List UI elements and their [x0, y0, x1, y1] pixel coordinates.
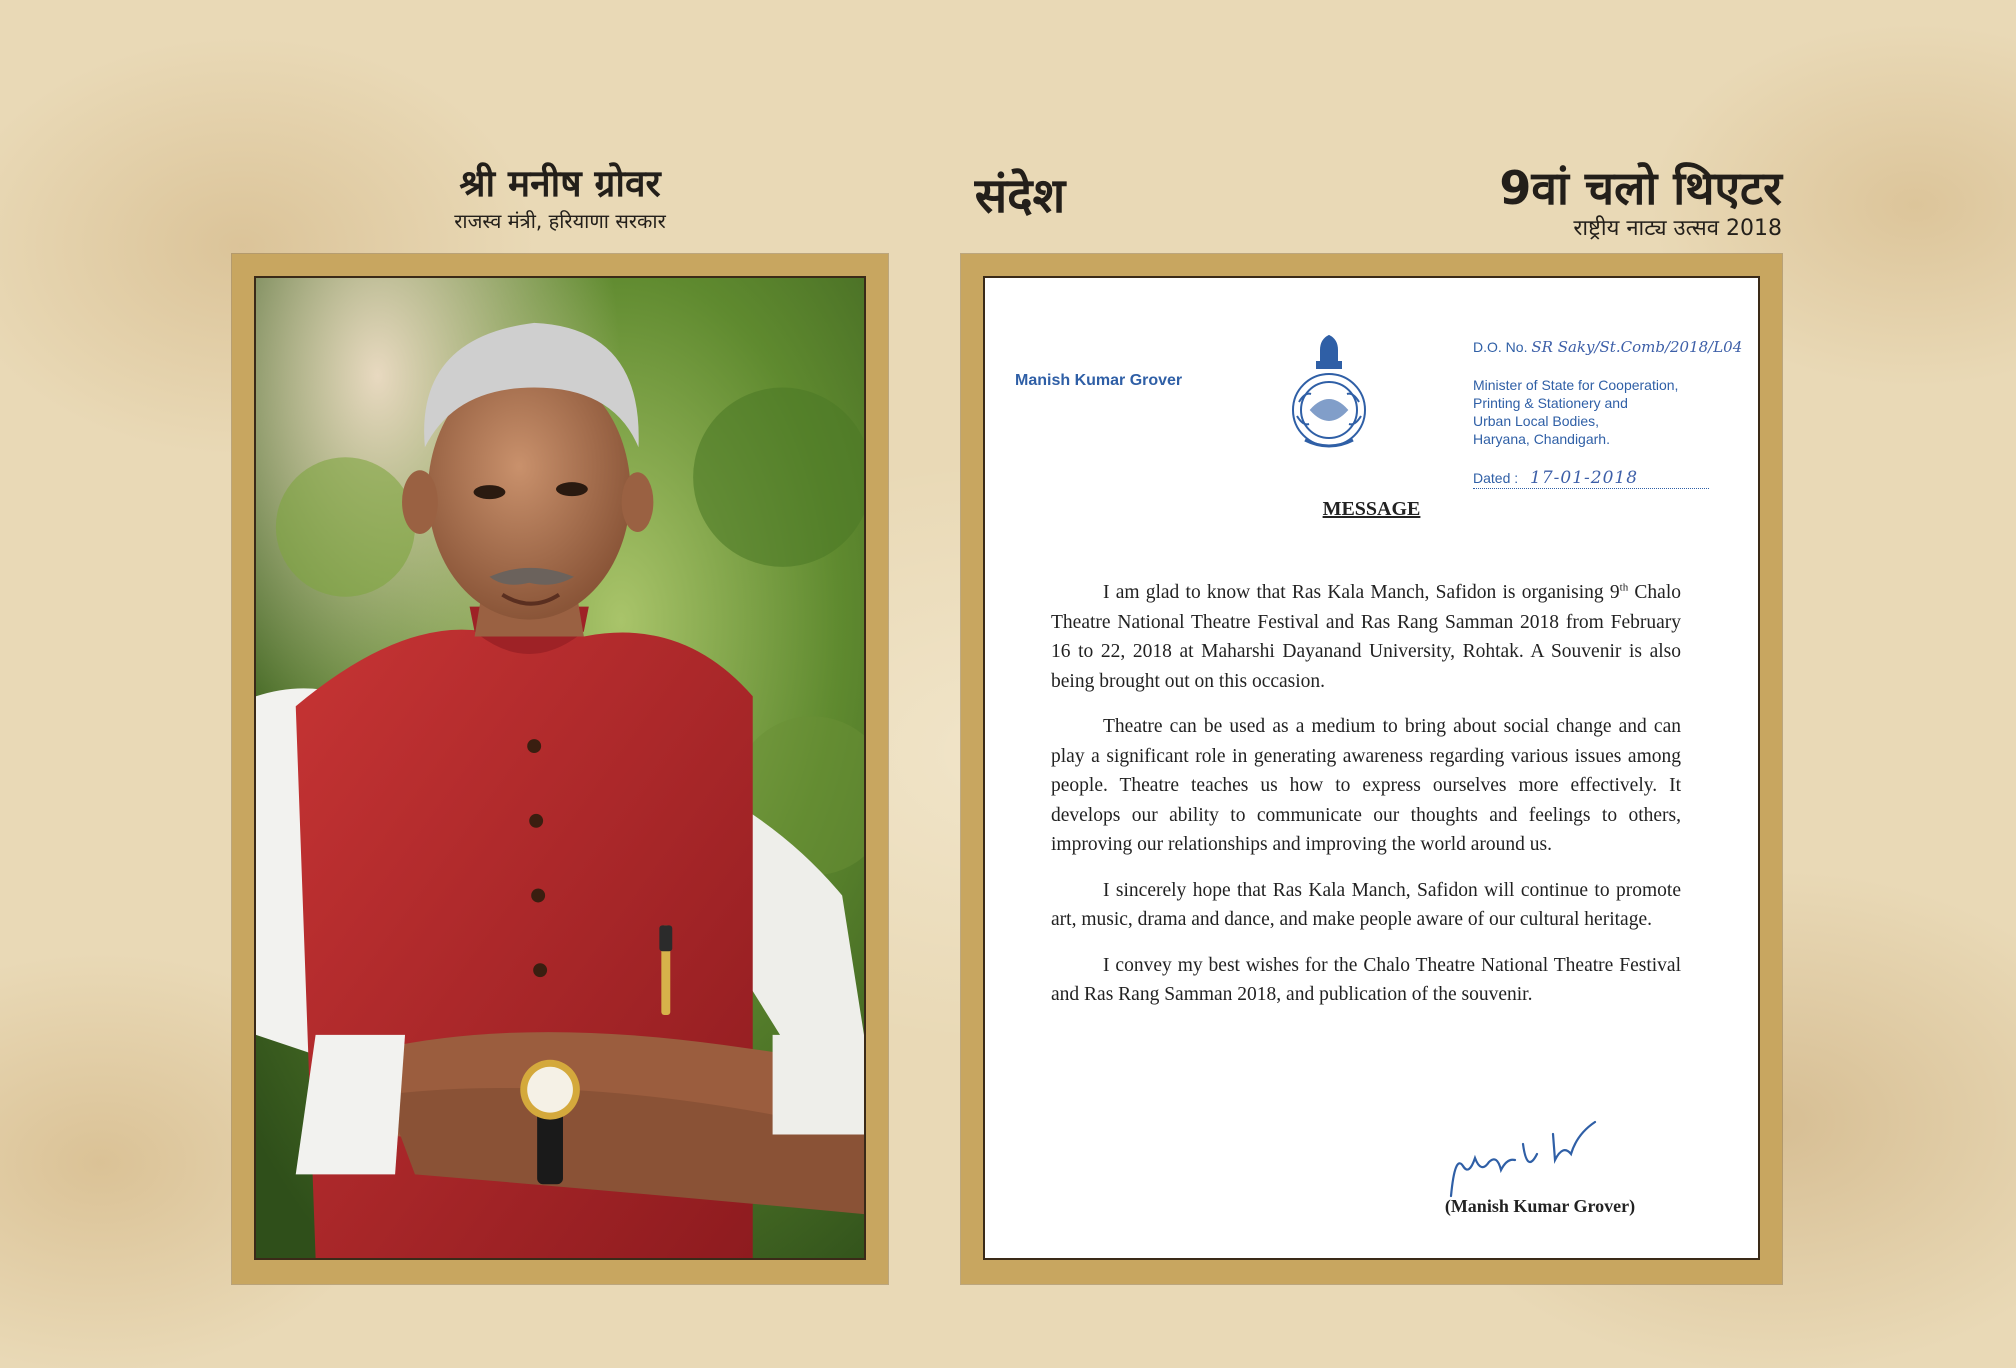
office-line: Minister of State for Cooperation,: [1473, 377, 1679, 393]
do-number-handwritten: SR Saky/St.Comb/2018/L04: [1531, 338, 1743, 356]
dated-label: Dated :: [1473, 470, 1519, 486]
portrait-illustration: [256, 278, 864, 1258]
dated-handwritten: 17-01-2018: [1530, 468, 1639, 488]
dated-line: [1473, 468, 1709, 489]
do-number-label: D.O. No.: [1473, 339, 1528, 355]
message-paragraph: Theatre can be used as a medium to bring about social change and can play a significant role in generating awareness regarding various issues among people. Theatre teaches us how to express ourselves more effectively. It develops our ability to communicate our thoughts and feelings to others, improving our relationships and improving the world around us.: [1051, 716, 1681, 855]
message-heading: [920, 166, 1120, 226]
message-title: MESSAGE: [1322, 498, 1421, 520]
ordinal-suffix: th: [1619, 581, 1629, 594]
minister-portrait: [254, 276, 866, 1260]
message-paragraph: I sincerely hope that Ras Kala Manch, Safidon will continue to promote art, music, drama and dance, and make people aware of our cultural heritage.: [1051, 879, 1681, 930]
minister-name-hindi: श्री मनीष ग्रोवर: [459, 162, 661, 205]
do-number: [1473, 338, 1742, 356]
message-body: [1051, 578, 1681, 1026]
letterhead-name: Manish Kumar Grover: [1015, 372, 1183, 389]
message-paragraph: [1051, 578, 1681, 696]
letter-frame: [961, 254, 1782, 1284]
festival-title-hindi: 9वां चलो थिएटर: [1499, 161, 1782, 215]
office-line: Haryana, Chandigarh.: [1473, 431, 1610, 447]
portrait-frame: [232, 254, 888, 1284]
message-paragraph: I convey my best wishes for the Chalo Theatre National Theatre Festival and Ras Rang Samman 2018, and publication of the souvenir.: [1051, 954, 1681, 1005]
signatory-name: (Manish Kumar Grover): [1444, 1196, 1636, 1216]
paragraph-text: Chalo Theatre National Theatre Festival and Ras Rang Samman 2018 from February 16 to 22, 2018 at Maharshi Dayanand University, Rohtak. A Souvenir is also being brought out on this occasion.: [1051, 582, 1681, 692]
message-title-hindi: संदेश: [974, 168, 1066, 224]
festival-subtitle-hindi: राष्ट्रीय नाट्य उत्सव 2018: [1573, 216, 1782, 241]
haryana-emblem-icon: [1285, 332, 1373, 450]
festival-heading: [1499, 160, 1782, 242]
signature-mark: [1445, 1114, 1625, 1204]
minister-designation-hindi: राजस्व मंत्री, हरियाणा सरकार: [454, 209, 666, 233]
office-address: [1473, 376, 1733, 448]
office-line: Urban Local Bodies,: [1473, 413, 1600, 429]
message-letter: [983, 276, 1760, 1260]
office-line: Printing & Stationery and: [1473, 395, 1628, 411]
minister-heading: [430, 160, 690, 234]
paragraph-text: I am glad to know that Ras Kala Manch, Safidon is organising 9: [1103, 582, 1620, 603]
